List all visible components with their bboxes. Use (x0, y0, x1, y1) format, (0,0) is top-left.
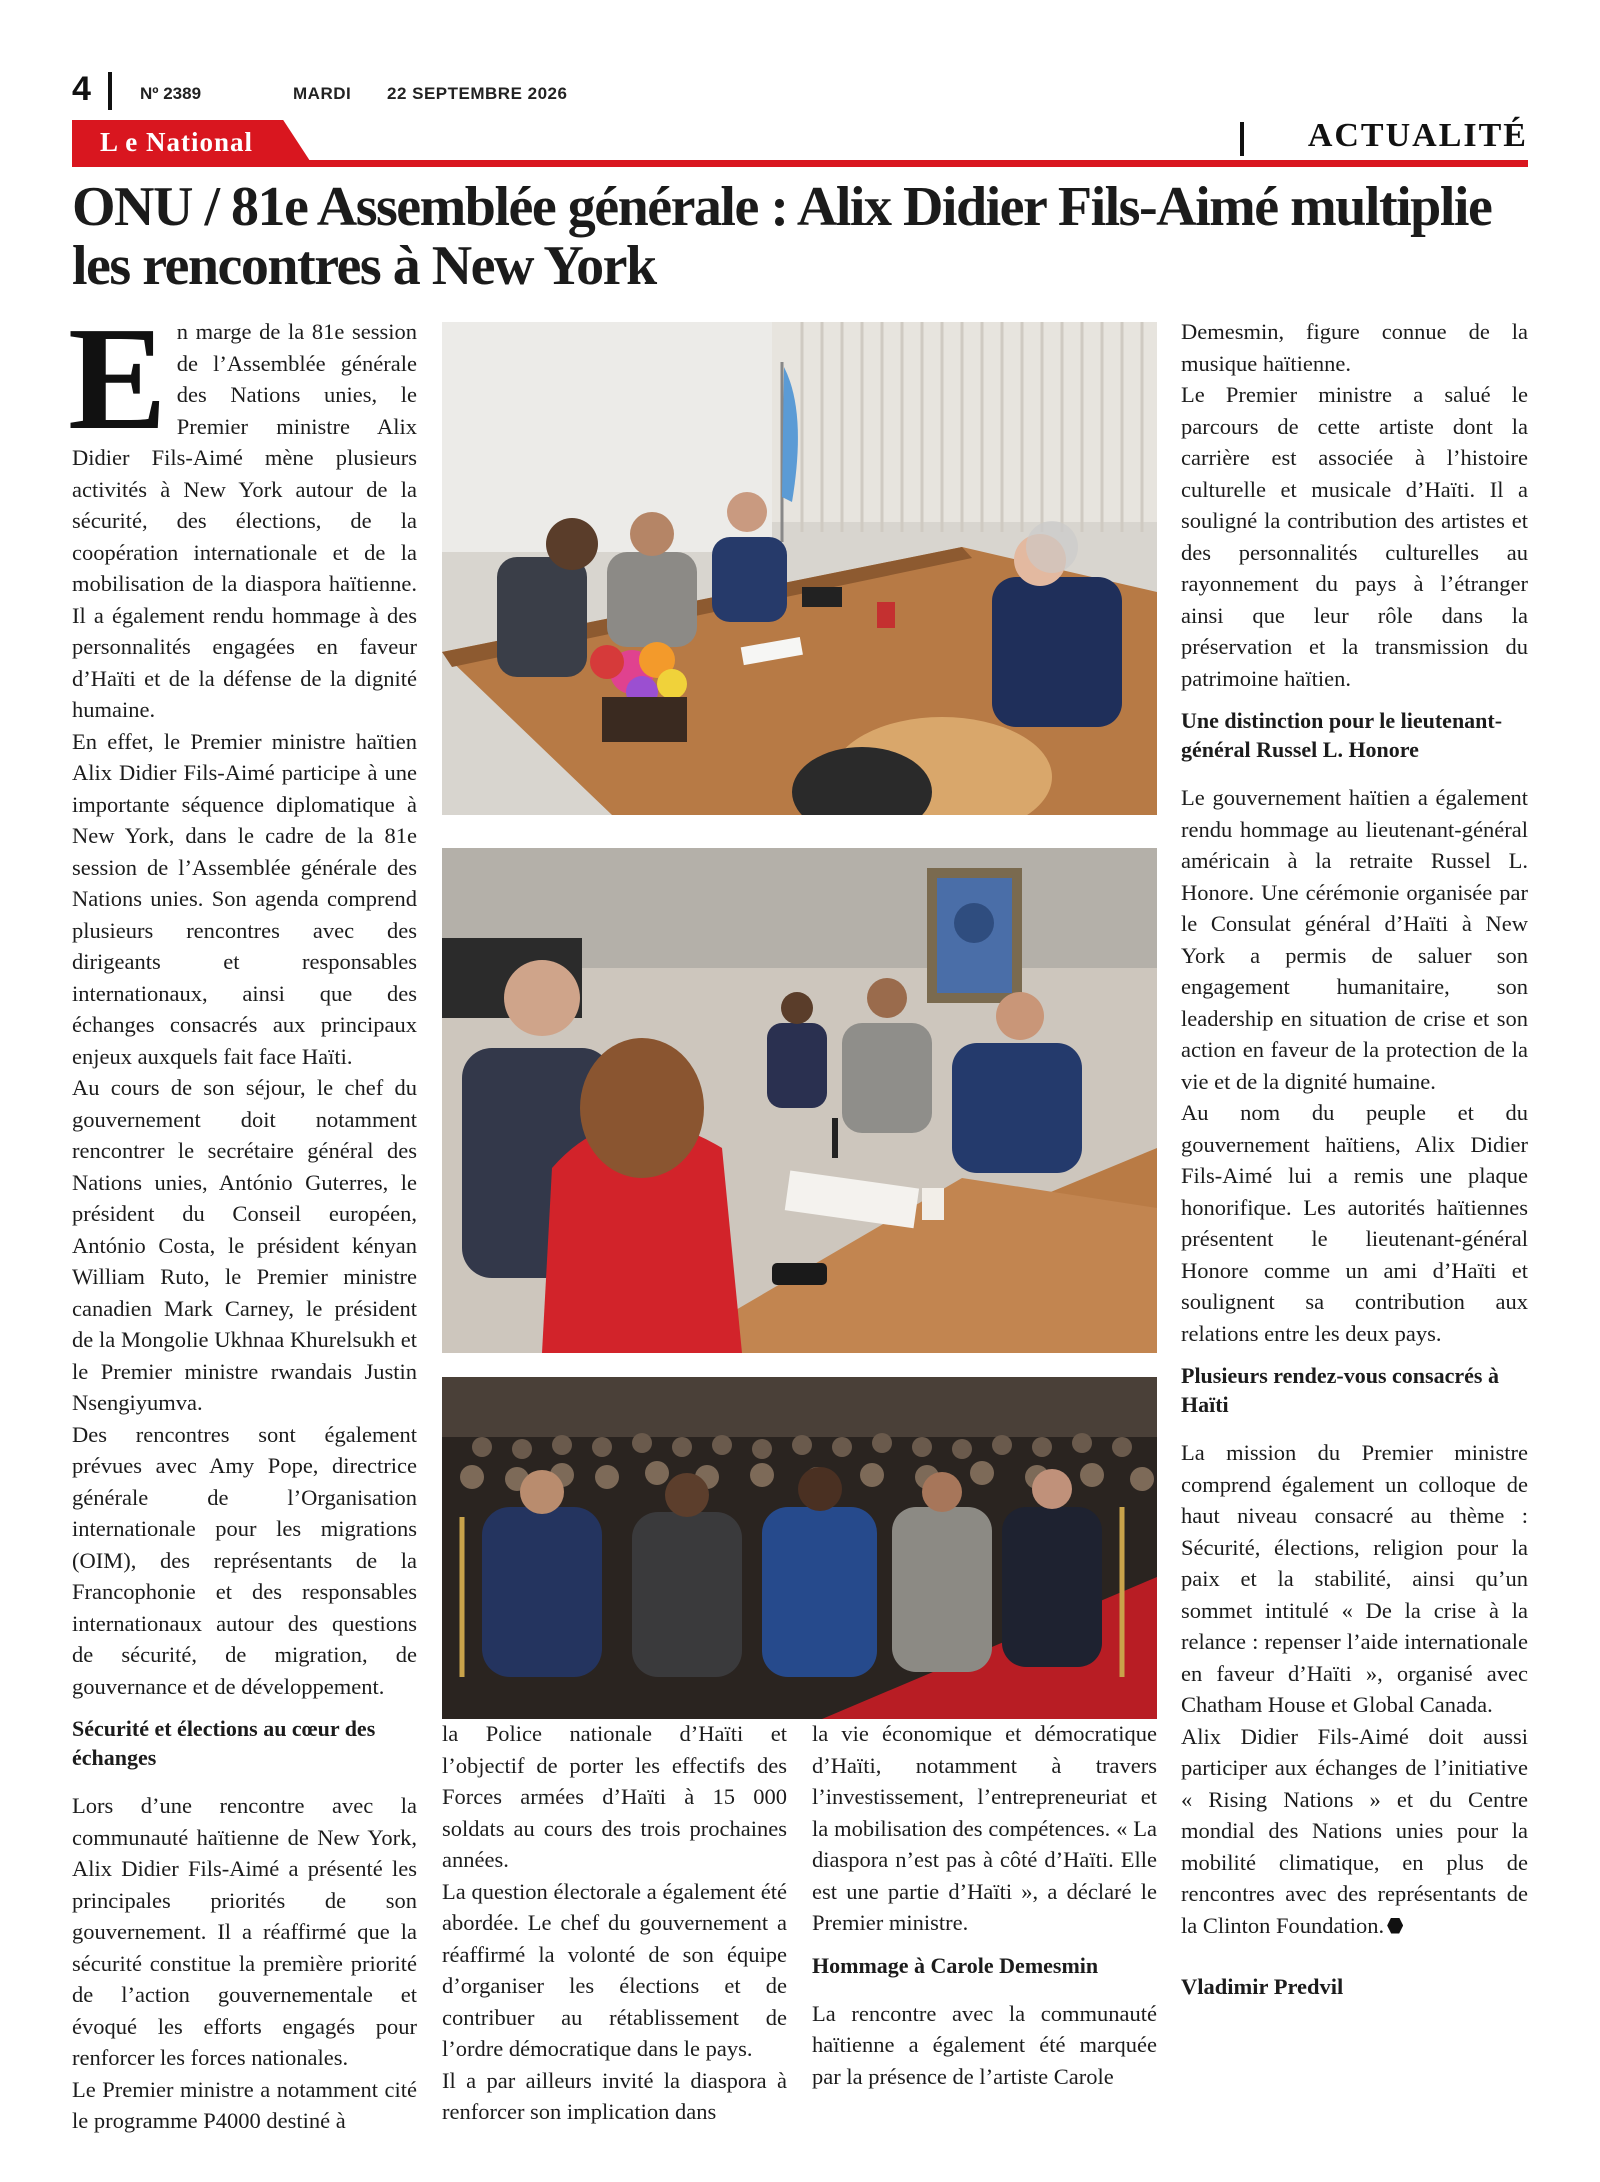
paragraph: Lors d’une rencontre avec la communauté haïtienne de New York, Alix Didier Fils-Aimé a présenté les principales priorités de son gouvernement. Il a réaffirmé que la sécurité constitue la première priorité de l’action gouvernementale et évoqué les efforts engagés pour renforcer les forces nationales. (72, 1793, 417, 2070)
photo-community-audience (442, 1377, 1157, 1719)
article-column-1 (68, 297, 417, 2137)
section-divider (1240, 122, 1244, 156)
subheading-appointments: Plusieurs rendez-vous consacrés à Haïti (1181, 1363, 1499, 1417)
article-column-2 (442, 1718, 787, 2128)
paragraph: Le Premier ministre a notamment cité le programme P4000 destiné à (72, 2076, 417, 2133)
paragraph: Demesmin, figure connue de la musique haïtienne. (1181, 319, 1528, 376)
paragraph: Le gouvernement haïtien a également rendu hommage au lieutenant-général américain à la retraite Russel L. Honore. Une cérémonie organisée par le Consulat général d’Haïti à New York a permis de saluer son engagement humanitaire, son leadership en situation de crise et son action en faveur de la protection de la vie et de la dignité humaine. (1181, 785, 1528, 1094)
page-header (72, 70, 1528, 110)
issue-day: MARDI (293, 84, 352, 103)
page-number-divider (108, 72, 112, 110)
paragraph-final-text: Alix Didier Fils-Aimé doit aussi participer aux échanges de l’initiative « Rising Nations » et du Centre mondial des Nations unies pour la mobilité climatique, en plus de rencontres avec des représentants de la Clinton Foundation. (1181, 1723, 1528, 1938)
photo-meeting-un-flag (442, 322, 1157, 815)
paragraph: Le Premier ministre a salué le parcours de cette artiste dont la carrière est associée à l’histoire culturelle et musicale d’Haïti. Il a souligné la contribution des artistes et des personnalités culturelles au rayonnement du pays à l’étranger ainsi que leur rôle dans la préservation et la transmission du patrimoine haïtien. (1181, 382, 1528, 691)
paragraph: Il a par ailleurs invité la diaspora à renforcer son implication dans (442, 2067, 787, 2124)
paragraph: La rencontre avec la communauté haïtienne a également été marquée par la présence de l’artiste Carole (812, 2000, 1157, 2089)
issue-date: 22 SEPTEMBRE 2026 (387, 84, 568, 103)
article-column-3 (812, 1718, 1157, 2092)
paragraph: la Police nationale d’Haïti et l’objectif de porter les effectifs des Forces armées d’Haïti à 15 000 soldats au cours des trois prochaines années. (442, 1721, 787, 1872)
brand-name: L e National (100, 127, 254, 157)
paragraph-intro (68, 297, 417, 726)
header-rule (72, 160, 1528, 167)
photo-office-meeting (442, 848, 1157, 1353)
paragraph-final (1181, 1721, 1528, 1942)
subheading-tribute: Hommage à Carole Demesmin (812, 1952, 1099, 1978)
paragraph: la vie économique et démocratique d’Haïti, notamment à travers l’investissement, l’entrepreneuriat et la mobilisation des compétences. « La diaspora n’est pas à côté d’Haïti. Elle est une partie d’Haïti », a déclaré le Premier ministre. (812, 1721, 1157, 1935)
paragraph-intro-text: n marge de la 81e session de l’Assemblée générale des Nations unies, le Premier ministre Alix Didier Fils-Aimé mène plusieurs activités à New York autour de la sécurité, des élections, de la coopération internationale et de la mobilisation de la diaspora haïtienne. Il a également rendu hommage à des personnalités engagées en faveur d’Haïti et de la défense de la dignité humaine. (72, 319, 417, 722)
subheading-security: Sécurité et élections au cœur des échanges (72, 1716, 376, 1770)
paragraph: La question électorale a également été abordée. Le chef du gouvernement a réaffirmé la volonté de son équipe d’organiser les élections et de contribuer au rétablissement de l’ordre démocratique dans le pays. (442, 1878, 787, 2061)
paragraph: Des rencontres sont également prévues avec Amy Pope, directrice générale de l’Organisation internationale pour les migrations (OIM), des représentants de la Francophonie et des responsables internationaux autour des questions de sécurité, de migration, de gouvernance et de développement. (72, 1421, 417, 1699)
paragraph: Au nom du peuple et du gouvernement haïtiens, Alix Didier Fils-Aimé lui a remis une plaque honorifique. Les autorités haïtiennes présentent le lieutenant-général Honore comme un ami d’Haïti et soulignent sa contribution aux relations entre les deux pays. (1181, 1100, 1528, 1346)
end-mark-icon (1387, 1918, 1403, 1934)
author-byline: Vladimir Predvil (1181, 1974, 1344, 1999)
paragraph: En effet, le Premier ministre haïtien Alix Didier Fils-Aimé participe à une importante séquence diplomatique à New York, dans le cadre de la 81e session de l’Assemblée générale des Nations unies. Son agenda comprend plusieurs rencontres avec des dirigeants et responsables internationaux, ainsi que des échanges consacrés aux principaux enjeux auxquels fait face Haïti. (72, 728, 417, 1069)
paragraph: Au cours de son séjour, le chef du gouvernement doit notamment rencontrer le secrétaire général des Nations unies, António Guterres, le président du Conseil européen, António Costa, le président kényan William Ruto, le Premier ministre canadien Mark Carney, le président de la Mongolie Ukhnaa Khurelsukh et le Premier ministre rwandais Justin Nsengiyumva. (72, 1075, 417, 1415)
issue-number: Nº 2389 (140, 84, 202, 103)
article-title: ONU / 81e Assemblée générale : Alix Didier Fils-Aimé multiplie les rencontres à New York (72, 176, 1492, 297)
section-label: ACTUALITÉ (1307, 117, 1528, 154)
article-column-4 (1181, 316, 1528, 2003)
page-number: 4 (72, 70, 91, 108)
drop-cap: E (68, 297, 167, 461)
subheading-distinction: Une distinction pour le lieutenant-général Russel L. Honore (1181, 708, 1503, 762)
paragraph: La mission du Premier ministre comprend également un colloque de haut niveau consacré au thème : Sécurité, élections, religion pour la paix et la stabilité, ainsi qu’un sommet intitulé « De la crise à la relance : repenser l’aide internationale en faveur d’Haïti », organisé avec Chatham House et Global Canada. (1181, 1440, 1528, 1717)
